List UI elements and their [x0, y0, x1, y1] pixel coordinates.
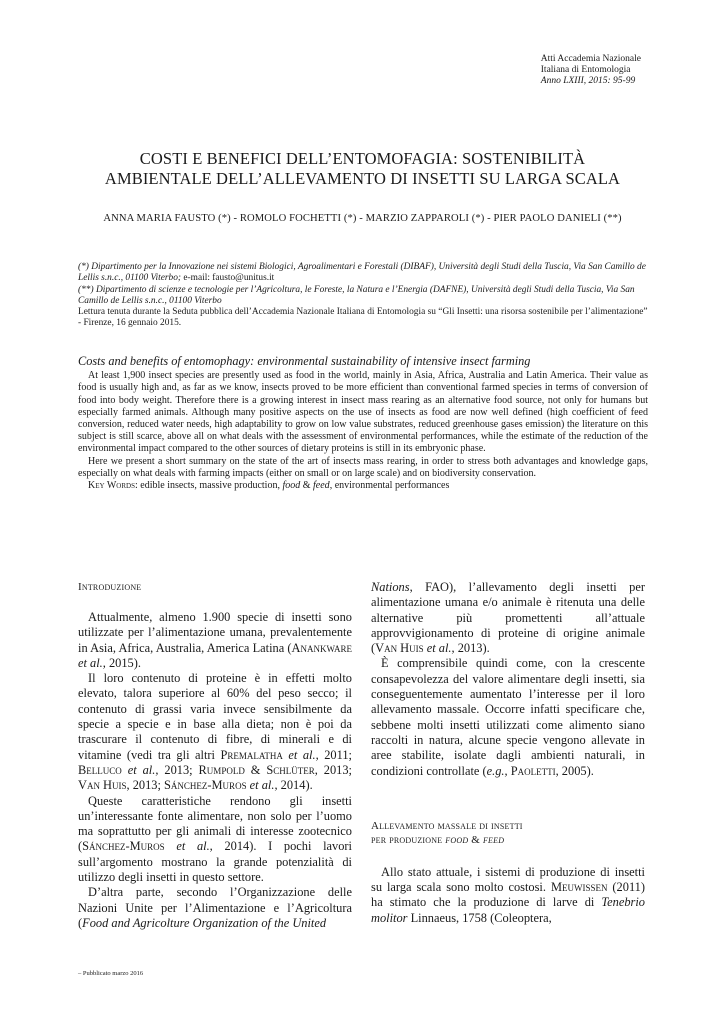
citation-etal: et al.,: [423, 641, 455, 656]
key-words-text: : edible insects, massive production,: [134, 480, 283, 492]
title-line-1: COSTI E BENEFICI DELL’ENTOMOFAGIA: SOSTENIBILITÀ: [139, 149, 586, 168]
citation-author: Premalatha: [220, 747, 283, 762]
key-words-text-end: , environmental performances: [329, 480, 450, 492]
text: per produzione: [371, 833, 446, 846]
citation-year: , 2013;: [126, 778, 165, 793]
key-word-amp: &: [300, 480, 314, 492]
authors: ANNA MARIA FAUSTO (*) - ROMOLO FOCHETTI (*) - MARZIO ZAPPAROLI (*) - PIER PAOLO DANIELI (**): [103, 213, 622, 224]
text-amp: &: [468, 833, 483, 846]
citation-author: Van Huis: [78, 778, 127, 793]
title-line-2: AMBIENTALE DELL’ALLEVAMENTO DI INSETTI SU LARGA SCALA: [104, 169, 621, 188]
abstract-heading: Costs and benefits of entomophagy: environmental sustainability of intensive insect farming: [78, 354, 531, 368]
text: , FAO), l’allevamento degli insetti per alimentazione umana e/o animale è ritenuta una delle alternative più promettenti all’attuale approvvigionamento di proteine di origine animale (: [371, 580, 645, 656]
text: , 2005).: [555, 763, 594, 778]
abstract: [78, 355, 648, 492]
abstract-paragraph: At least 1,900 insect species are presently used as food in the world, mainly in Asia, Africa, Australia and Latin America. Their value as food is usually high and, as far as we know, insects proved to be more efficient than conventional farmed species in terms of conversion of food into body weight. Therefore there is a growing interest in insect mass rearing as an alternative food source, not only for humans but especially farmed animals. Although many positive aspects on the use of insects as food are now well defined (high coefficient of feed conversion, reduced water needs, high adaptability to grow on low value substrates, reduced greenhouse gases emission) the literature on this subject is still scarce, above all on what deals with the assessment of environmental performances, while the estimate of the reduction of the environmental impact compared to the other sources of dietary proteins is still in its embryonic phase.: [78, 370, 648, 455]
affiliations: [78, 262, 648, 330]
abstract-paragraph: Here we present a short summary on the state of the art of insects mass rearing, in order to stress both advantages and knowledge gaps, especially on what deals with farming impacts (either on small or on large scale) and on biodiversity conservation.: [78, 455, 648, 479]
citation-author: Meuwissen: [550, 880, 608, 895]
text: Attualmente, almeno 1.900 specie di insetti sono utilizzate per l’alimentazione umana, prevalentemente in Asia, Africa, Australia, America Latina (: [78, 610, 352, 655]
citation-etal: et al.,: [246, 778, 278, 793]
body-paragraph: [78, 610, 352, 671]
body-paragraph: [371, 865, 645, 926]
citation-year: , 2013;: [314, 762, 352, 777]
body-paragraph: [371, 580, 645, 656]
key-words-label: Key Words: [88, 480, 135, 492]
key-word-food: food: [282, 480, 301, 492]
right-column: [371, 580, 645, 926]
citation-author: Belluco: [78, 762, 122, 777]
citation-year: 2011;: [318, 747, 352, 762]
lecture-note: Lettura tenuta durante la Seduta pubblica dell’Accademia Nazionale Italiana di Entomologia su “Gli Insetti: una risorsa sostenibile per l’alimentazione” - Firenze, 16 gennaio 2015.: [78, 307, 648, 329]
citation-etal: et al.,: [282, 747, 319, 762]
key-words: [78, 480, 648, 492]
citation-author: Sánchez-Muros: [164, 778, 247, 793]
section-title-line-1: Allevamento massale di insetti: [371, 819, 523, 832]
text: D’altra parte, secondo l’Organizzazione delle Nazioni Unite per l’Alimentazione e l’Agricoltura (: [78, 885, 352, 930]
section-title-allevamento: [371, 819, 645, 847]
organization-name: Nations: [371, 580, 410, 594]
affiliation-1: (*) Dipartimento per la Innovazione nei sistemi Biologici, Agroalimentari e Forestali (DIBAF), Università degli Studi della Tuscia, Via San Camillo de Lellis s.n.c., 01100 Viterbo;: [78, 262, 646, 284]
affiliation-2: (**) Dipartimento di scienze e tecnologie per l’Agricoltura, le Foreste, la Natura e l’Energia (DAFNE), Università degli Studi della Tuscia, Via San Camillo de Lellis s.n.c., 01100 Viterbo: [78, 284, 635, 306]
text: Allo stato attuale, i sistemi di produzione di insetti su larga scala sono molto costosi.: [371, 864, 645, 895]
journal-name-line2: Italiana di Entomologia: [540, 65, 631, 75]
text: 2014). I pochi lavori sull’argomento mostrano la grande potenzialità di utilizzo degli insetti in questo settore.: [78, 839, 352, 885]
journal-name: Atti Accademia Nazionale: [540, 54, 641, 64]
citation-author: Paoletti: [510, 763, 556, 778]
text: 2013).: [454, 641, 490, 656]
left-column: [78, 580, 352, 931]
citation-author: Rumpold & Schlüter: [198, 762, 315, 777]
key-word-feed: feed: [313, 480, 330, 492]
section-title-line-2: [371, 833, 645, 847]
journal-volume: Anno LXIII, 2015: 95-99: [540, 76, 636, 86]
text: Linnaeus, 1758 (Coleoptera,: [407, 910, 552, 925]
text-feed: feed: [482, 833, 505, 846]
text: 2015).: [105, 655, 141, 670]
body-paragraph: [371, 656, 645, 778]
body-paragraph: [78, 794, 352, 886]
email: e-mail: fausto@unitus.it: [181, 273, 275, 284]
organization-name: Food and Agricolture Organization of the United: [82, 915, 327, 930]
footer-note: – Pubblicato marzo 2016: [78, 970, 144, 977]
citation-etal: et al.,: [78, 655, 106, 670]
text: Il loro contenuto di proteine è in effetti molto elevato, talora superiore al 60% del peso secco; il contenuto di grassi varia invece sensibilmente da specie a specie e in base alla dieta; non è poi da trascurare il contenuto di fibre, di minerali e di vitamine (vedi tra gli altri: [78, 671, 352, 762]
text: Queste caratteristiche rendono gli insetti un’interessante fonte alimentare, non solo per l’uomo ma soprattutto per gli animali di interesse zootecnico (: [78, 793, 352, 854]
citation-author: Sánchez-Muros: [82, 839, 165, 854]
text-food: food: [445, 833, 469, 846]
citation-author: Anankware: [291, 640, 352, 655]
species-name: Tenebrio molitor: [371, 895, 645, 925]
text: (2011) ha stimato che la produzione di larve di: [371, 880, 646, 910]
paper-title: [60, 149, 665, 189]
journal-header: [541, 54, 641, 87]
citation-year: 2014).: [277, 778, 313, 793]
body-paragraph: [78, 885, 352, 931]
citation-author: Van Huis: [375, 641, 424, 656]
eg: e.g.,: [486, 763, 508, 778]
citation-etal: et al.,: [164, 839, 213, 854]
body-paragraph: [78, 671, 352, 793]
section-title-introduzione: Introduzione: [78, 581, 142, 593]
citation-etal: et al.,: [121, 762, 159, 777]
text: È comprensibile quindi come, con la crescente consapevolezza del valore alimentare degli insetti, sia conseguentemente aumentato l’interesse per il loro allevamento massale. Occorre infatti specificare che, sebbene molti insetti utilizzati come alimento siano raccolti in natura, alcune specie vengono allevate in aree stabilite, isolate dagli ambienti naturali, in condizioni controllate (: [371, 656, 645, 778]
citation-year: 2013;: [158, 762, 199, 777]
